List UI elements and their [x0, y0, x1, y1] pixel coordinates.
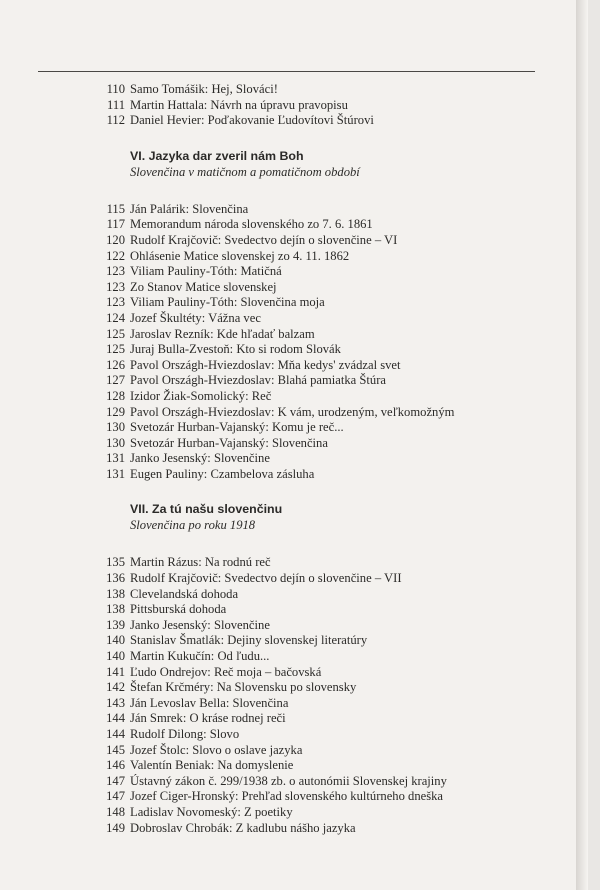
toc-entry-title: Ján Palárik: Slovenčina [130, 201, 249, 216]
toc-page-number: 124 [106, 310, 125, 325]
toc-entry-title: Zo Stanov Matice slovenskej [130, 279, 277, 294]
section-title: VII. Za tú našu slovenčinu [130, 502, 283, 517]
toc-page-number: 144 [106, 727, 125, 741]
toc-entry [88, 774, 508, 790]
toc-entry [88, 587, 508, 603]
toc-entry [88, 805, 508, 821]
toc-page-number: 120 [106, 232, 125, 247]
toc-page-number: 131 [106, 451, 125, 466]
section-vii-heading [125, 501, 508, 533]
toc-page-number: 110 [106, 82, 125, 96]
toc-page-number: 122 [106, 248, 125, 263]
toc-entry [88, 743, 508, 759]
toc-entry [88, 217, 508, 233]
toc-page-number: 130 [106, 435, 125, 450]
toc-entry-title: Pittsburská dohoda [130, 602, 227, 617]
toc-entry-title: Viliam Pauliny-Tóth: Slovenčina moja [130, 295, 325, 310]
toc-entry [88, 633, 508, 649]
toc-page-number: 127 [106, 373, 125, 388]
toc-entry [88, 680, 508, 696]
toc-page-number: 123 [106, 295, 125, 310]
toc-entry [88, 420, 508, 436]
toc-entry [88, 618, 508, 634]
toc-page-number: 135 [106, 555, 125, 570]
toc-page-number: 117 [106, 217, 125, 232]
toc-entry-title: Valentín Beniak: Na domyslenie [130, 758, 294, 773]
toc-page-number: 130 [106, 420, 125, 435]
toc-entry [88, 249, 508, 265]
toc-page-number: 140 [106, 633, 125, 648]
toc-entry-title: Ján Smrek: O kráse rodnej reči [130, 711, 286, 726]
toc-page-number: 111 [107, 97, 125, 112]
toc-page-number: 123 [106, 264, 125, 279]
toc-entry [88, 467, 508, 483]
toc-page-number: 138 [106, 586, 125, 601]
toc-entry [88, 665, 508, 681]
toc-entry-title: Izidor Žiak-Somolický: Reč [130, 388, 272, 403]
toc-page-number: 115 [106, 201, 125, 216]
toc-block-c [88, 555, 508, 836]
toc-entry-title: Ľudo Ondrejov: Reč moja – bačovská [130, 664, 322, 679]
toc-entry [88, 373, 508, 389]
toc-page-number: 128 [106, 388, 125, 403]
toc-entry [88, 202, 508, 218]
toc-entry [88, 789, 508, 805]
toc-page-number: 125 [106, 326, 125, 341]
toc-entry-title: Martin Kukučín: Od ľudu... [130, 649, 270, 664]
toc-page-number: 142 [106, 680, 125, 695]
section-subtitle: Slovenčina po roku 1918 [130, 518, 256, 533]
toc-page-number: 143 [106, 695, 125, 710]
toc-entry [88, 405, 508, 421]
toc-page-number: 112 [106, 113, 125, 128]
toc-page-number: 136 [106, 571, 125, 586]
toc-entry-title: Memorandum národa slovenského zo 7. 6. 1861 [130, 217, 373, 232]
toc-entry-title: Jozef Ciger-Hronský: Prehľad slovenského kultúrneho dneška [130, 789, 443, 804]
toc-entry [88, 602, 508, 618]
toc-entry-title: Janko Jesenský: Slovenčine [130, 617, 270, 632]
toc-page-number: 147 [106, 773, 125, 788]
toc-entry [88, 264, 508, 280]
toc-page-number: 144 [106, 711, 125, 726]
toc-page-number: 125 [106, 342, 125, 357]
toc-page-number: 126 [106, 357, 125, 372]
toc-entry [88, 327, 508, 343]
section-subtitle: Slovenčina v matičnom a pomatičnom období [130, 164, 360, 179]
toc-page-number: 129 [106, 404, 125, 419]
toc-entry-title: Martin Hattala: Návrh na úpravu pravopisu [130, 97, 348, 112]
toc-entry [88, 358, 508, 374]
toc-entry [88, 727, 508, 743]
table-of-contents [88, 82, 508, 836]
toc-entry [88, 295, 508, 311]
toc-entry-title: Ladislav Novomeský: Z poetiky [130, 804, 293, 819]
toc-entry [88, 821, 508, 837]
toc-entry-title: Eugen Pauliny: Czambelova zásluha [130, 466, 315, 481]
toc-entry-title: Svetozár Hurban-Vajanský: Slovenčina [130, 435, 328, 450]
page-edge [576, 0, 588, 890]
toc-entry-title: Martin Rázus: Na rodnú reč [130, 555, 271, 570]
toc-page-number: 146 [106, 758, 125, 773]
toc-entry-title: Clevelandská dohoda [130, 586, 239, 601]
toc-block-a [88, 82, 508, 129]
toc-entry [88, 280, 508, 296]
toc-page-number: 145 [106, 742, 125, 757]
toc-entry-title: Samo Tomášik: Hej, Slováci! [130, 82, 278, 96]
toc-entry [88, 758, 508, 774]
toc-entry-title: Pavol Országh-Hviezdoslav: Blahá pamiatka Štúra [130, 373, 387, 388]
toc-entry [88, 649, 508, 665]
toc-entry [88, 436, 508, 452]
toc-entry-title: Juraj Bulla-Zvestoň: Kto si rodom Slovák [130, 342, 341, 357]
toc-entry [88, 696, 508, 712]
toc-entry-title: Rudolf Dilong: Slovo [130, 727, 240, 741]
toc-entry [88, 233, 508, 249]
toc-entry-title: Pavol Országh-Hviezdoslav: K vám, urodzeným, veľkomožným [130, 404, 455, 419]
toc-entry-title: Ján Levoslav Bella: Slovenčina [130, 695, 289, 710]
toc-entry [88, 82, 508, 98]
toc-entry [88, 451, 508, 467]
toc-entry-title: Jaroslav Rezník: Kde hľadať balzam [130, 326, 315, 341]
toc-entry-title: Jozef Štolc: Slovo o oslave jazyka [130, 742, 303, 757]
toc-entry [88, 98, 508, 114]
toc-page-number: 138 [106, 602, 125, 617]
toc-entry-title: Dobroslav Chrobák: Z kadlubu nášho jazyka [130, 820, 356, 835]
toc-page-number: 148 [106, 804, 125, 819]
toc-entry-title: Ústavný zákon č. 299/1938 zb. o autonómii Slovenskej krajiny [130, 773, 447, 788]
toc-entry-title: Rudolf Krajčovič: Svedectvo dejín o slovenčine – VII [130, 571, 402, 586]
toc-entry [88, 113, 508, 129]
toc-page-number: 141 [106, 664, 125, 679]
toc-entry [88, 342, 508, 358]
toc-entry-title: Stanislav Šmatlák: Dejiny slovenskej literatúry [130, 633, 368, 648]
toc-page-number: 140 [106, 649, 125, 664]
toc-page-number: 131 [106, 466, 125, 481]
toc-page-number: 123 [106, 279, 125, 294]
toc-entry [88, 571, 508, 587]
toc-entry-title: Viliam Pauliny-Tóth: Matičná [130, 264, 282, 279]
toc-entry [88, 555, 508, 571]
section-title: VI. Jazyka dar zveril nám Boh [130, 148, 304, 163]
toc-entry-title: Štefan Krčméry: Na Slovensku po slovensky [130, 680, 357, 695]
top-rule [38, 71, 535, 72]
toc-entry-title: Pavol Országh-Hviezdoslav: Mňa kedys' zvádzal svet [130, 357, 401, 372]
toc-page-number: 149 [106, 820, 125, 835]
toc-block-b [88, 202, 508, 483]
toc-page-number: 139 [106, 617, 125, 632]
toc-entry-title: Ohlásenie Matice slovenskej zo 4. 11. 1862 [130, 248, 350, 263]
toc-entry [88, 311, 508, 327]
section-vi-heading [125, 148, 508, 180]
toc-entry-title: Janko Jesenský: Slovenčine [130, 451, 270, 466]
toc-entry-title: Jozef Škultéty: Vážna vec [130, 310, 261, 325]
toc-entry-title: Daniel Hevier: Poďakovanie Ľudovítovi Štúrovi [130, 113, 374, 128]
toc-entry [88, 711, 508, 727]
toc-entry-title: Svetozár Hurban-Vajanský: Komu je reč... [130, 420, 344, 435]
toc-page-number: 147 [106, 789, 125, 804]
toc-entry [88, 389, 508, 405]
toc-entry-title: Rudolf Krajčovič: Svedectvo dejín o slovenčine – VI [130, 232, 398, 247]
